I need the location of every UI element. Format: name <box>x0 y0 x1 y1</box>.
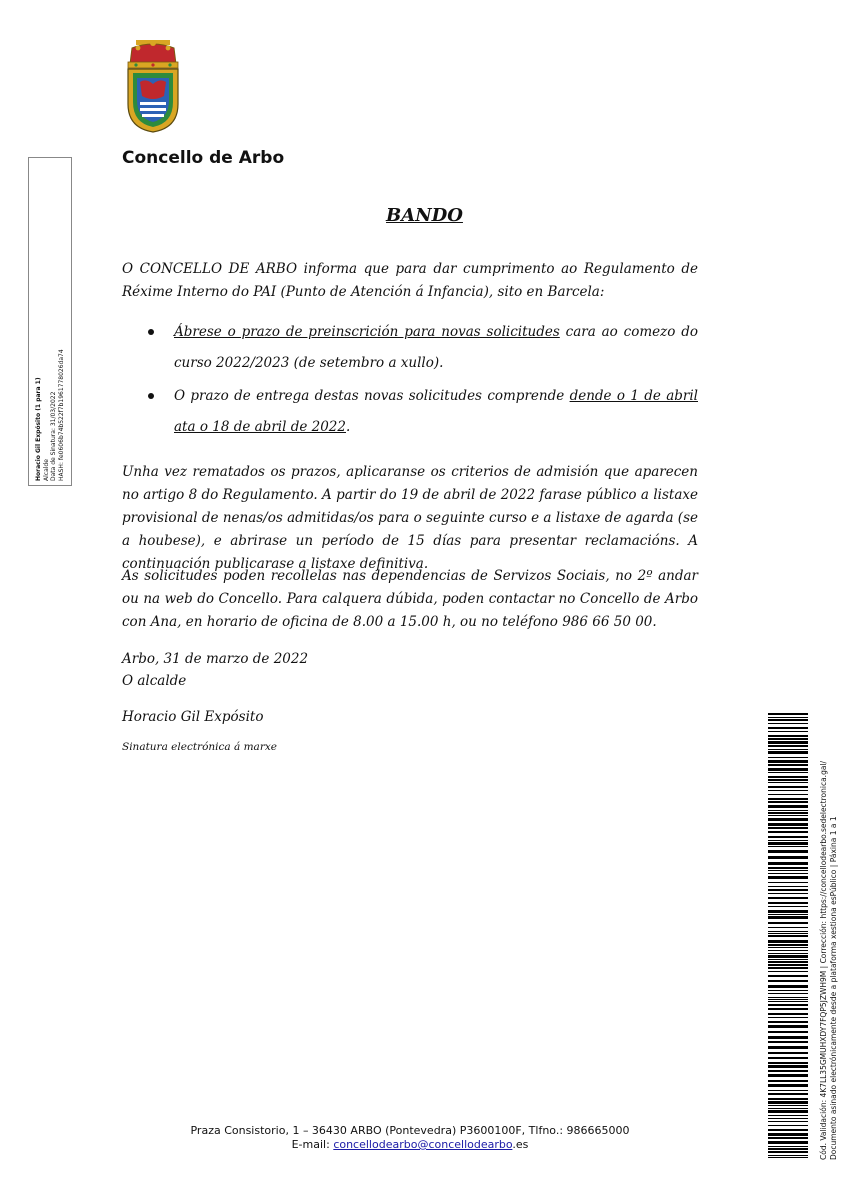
barcode-bar <box>768 906 808 907</box>
barcode-bar <box>768 985 808 988</box>
barcode-bar <box>768 947 808 948</box>
bullet-underlined-text: Ábrese o prazo de preinscrición para novas solicitudes <box>174 324 560 340</box>
barcode-bar <box>768 812 808 814</box>
signature-note: Sinatura electrónica á marxe <box>122 741 277 753</box>
barcode-bar <box>768 1025 808 1028</box>
barcode-bar <box>768 990 808 991</box>
barcode-bar <box>768 738 808 740</box>
barcode-bar <box>768 823 808 826</box>
bullet-underlined-text: dende o 1 de abril ata o 18 de abril de 2022 <box>174 388 698 435</box>
barcode-bar <box>768 1013 808 1015</box>
barcode-bar <box>768 1080 808 1082</box>
barcode-bar <box>768 827 808 829</box>
barcode-bar <box>768 999 808 1000</box>
barcode-bar <box>768 731 808 732</box>
barcode-bar <box>768 856 808 859</box>
barcode-bar <box>768 757 808 758</box>
barcode-bar <box>768 790 808 791</box>
footer-email-label: E-mail: <box>291 1138 334 1151</box>
stamp-hash: HASH: fe0606b74b522f7b1961778026da74 <box>57 349 65 481</box>
barcode-bar <box>768 1008 808 1010</box>
barcode-bar <box>768 840 808 841</box>
barcode-bar <box>768 1151 808 1153</box>
barcode-bar <box>768 818 808 821</box>
barcode-bar <box>768 1017 808 1018</box>
footer-email-suffix: .es <box>512 1138 529 1151</box>
barcode-bar <box>768 862 808 865</box>
email-link[interactable]: concellodearbo@concellodearbo <box>333 1138 513 1151</box>
barcode-bar <box>768 1115 808 1116</box>
barcode-bar <box>768 893 808 894</box>
barcode-bar <box>768 1031 808 1033</box>
barcode-bar <box>768 776 808 778</box>
barcode-bar <box>768 1074 808 1077</box>
barcode-bar <box>768 927 808 928</box>
validation-note: Documento asinado electrónicamente desde a plataforma xestiona esPúblico | Páxina 1 a 1 <box>829 816 838 1160</box>
barcode-bar <box>768 836 808 838</box>
footer-address: Praza Consistorio, 1 – 36430 ARBO (Pontevedra) P3600100F, Tlfno.: 986665000 <box>190 1124 630 1137</box>
barcode-bar <box>768 717 808 718</box>
barcode-bar <box>768 810 808 811</box>
barcode-bar <box>768 751 808 754</box>
barcode-bar <box>768 1093 808 1095</box>
barcode-bar <box>768 1046 808 1049</box>
contact-paragraph: As solicitudes poden recollelas nas dependencias de Servizos Sociais, no 2º andar ou na web do Concello. Para calquera dúbida, poden contactar no Concello de Arbo con Ana, en horario de oficina de 8.00 a 15.00 h, ou no teléfono 986 66 50 00. <box>122 568 698 630</box>
stamp-signer: Horacio Gil Expósito (1 para 1) <box>35 377 42 481</box>
date-line: Arbo, 31 de marzo de 2022 <box>122 651 309 667</box>
validation-code: Cód. Validación: 4K7LL35GMUHXDY7FQP5JZWH9M | Corrección: https://concellodearbo.sedelectronica.gal/ <box>819 760 828 1160</box>
document-title: BANDO <box>386 205 463 226</box>
admission-paragraph: Unha vez rematados os prazos, aplicaranse os criterios de admisión que aparecen no artigo 8 do Regulamento. A partir do 19 de abril de 2022 farase público a listaxe provisional de nenas/os admitidas/os para o seguinte curso e a listaxe de agarda (se a houbese), e abrirase un período de 15 días para presentar reclamacións. A continuación publicarase a listaxe definitiva. <box>122 464 698 572</box>
barcode-bar <box>768 815 808 816</box>
barcode-bar <box>768 772 808 773</box>
barcode-bar <box>768 1021 808 1023</box>
barcode-bar <box>768 1004 808 1006</box>
list-item <box>148 381 698 443</box>
barcode-bar <box>768 798 808 800</box>
signature-stamp-box <box>28 157 72 486</box>
barcode-bar <box>768 1041 808 1043</box>
barcode-bar <box>768 876 808 879</box>
barcode-bar <box>768 931 808 932</box>
bullet-text: cara ao comezo do curso 2022/2023 (de setembro a xullo). <box>174 324 698 371</box>
barcode-bar <box>768 1052 808 1054</box>
barcode-bar <box>768 1084 808 1087</box>
barcode-bar <box>768 1108 808 1109</box>
barcode-bar <box>768 1062 808 1064</box>
barcode-bar <box>768 897 808 899</box>
barcode-bar <box>768 910 808 913</box>
stamp-date: Data de Sinatura: 31/03/2022 <box>50 391 57 481</box>
bullet-icon <box>148 329 154 335</box>
stamp-role: Alcalde <box>42 459 50 481</box>
barcode-bar <box>768 768 808 771</box>
validation-barcode <box>768 713 808 1160</box>
barcode-bar <box>768 959 808 960</box>
barcode-bar <box>768 993 808 994</box>
barcode-bar <box>768 782 808 783</box>
barcode-bar <box>768 1101 808 1104</box>
barcode-bar <box>768 955 808 958</box>
barcode-bar <box>768 735 808 737</box>
barcode-bar <box>768 741 808 744</box>
barcode-bar <box>768 873 808 874</box>
barcode-bar <box>768 749 808 750</box>
bullet-text: O prazo de entrega destas novas solicitudes comprende <box>174 388 570 404</box>
barcode-bar <box>768 1118 808 1119</box>
barcode-bar <box>768 886 808 887</box>
barcode-bar <box>768 1057 808 1059</box>
barcode-bar <box>768 967 808 969</box>
bullet-list <box>148 317 698 445</box>
barcode-bar <box>768 933 808 934</box>
barcode-bar <box>768 1036 808 1039</box>
barcode-bar <box>768 1065 808 1068</box>
barcode-bar <box>768 882 808 883</box>
validation-text-block <box>814 740 844 1160</box>
barcode-bar <box>768 719 808 721</box>
barcode-bar <box>768 786 808 788</box>
barcode-bar <box>768 1070 808 1072</box>
barcode-bar <box>768 1157 808 1158</box>
barcode-bar <box>768 850 808 853</box>
intro-paragraph: O CONCELLO DE ARBO informa que para dar cumprimento ao Regulamento de Réxime Interno do PAI (Punto de Atención á Infancia), sito en Barcela: <box>122 261 698 300</box>
barcode-bar <box>768 842 808 845</box>
barcode-bar <box>768 1001 808 1002</box>
barcode-bar <box>768 975 808 977</box>
barcode-bar <box>768 1105 808 1106</box>
signer-name: Horacio Gil Expósito <box>122 709 264 725</box>
barcode-bar <box>768 1098 808 1100</box>
barcode-bar <box>768 950 808 951</box>
barcode-bar <box>768 713 808 715</box>
signer-role: O alcalde <box>122 673 187 689</box>
barcode-bar <box>768 914 808 915</box>
barcode-bar <box>768 980 808 982</box>
barcode-bar <box>768 935 808 937</box>
barcode-bar <box>768 764 808 766</box>
footer-email-line <box>0 1138 820 1151</box>
barcode-bar <box>768 760 808 763</box>
organization-name: Concello de Arbo <box>122 148 285 168</box>
barcode-bar <box>768 1110 808 1113</box>
bullet-text: . <box>345 419 351 435</box>
barcode-bar <box>768 801 808 803</box>
barcode-bar <box>768 1121 808 1122</box>
barcode-bar <box>768 902 808 904</box>
barcode-bar <box>768 745 808 747</box>
barcode-bar <box>768 794 808 795</box>
barcode-bar <box>768 846 808 847</box>
barcode-bar <box>768 870 808 871</box>
barcode-bar <box>768 953 808 954</box>
barcode-bar <box>768 961 808 963</box>
barcode-bar <box>768 964 808 966</box>
list-item <box>148 317 698 379</box>
barcode-bar <box>768 723 808 724</box>
barcode-bar <box>768 779 808 781</box>
barcode-bar <box>768 889 808 891</box>
barcode-bar <box>768 940 808 943</box>
barcode-bar <box>768 997 808 998</box>
barcode-bar <box>768 727 808 729</box>
barcode-bar <box>768 922 808 924</box>
barcode-bar <box>768 944 808 946</box>
barcode-bar <box>768 1090 808 1091</box>
barcode-bar <box>768 831 808 833</box>
barcode-bar <box>768 805 808 808</box>
bullet-icon <box>148 393 154 399</box>
barcode-bar <box>768 1155 808 1156</box>
barcode-bar <box>768 867 808 869</box>
municipal-crest-logo <box>118 38 188 134</box>
barcode-bar <box>768 971 808 972</box>
barcode-bar <box>768 916 808 919</box>
